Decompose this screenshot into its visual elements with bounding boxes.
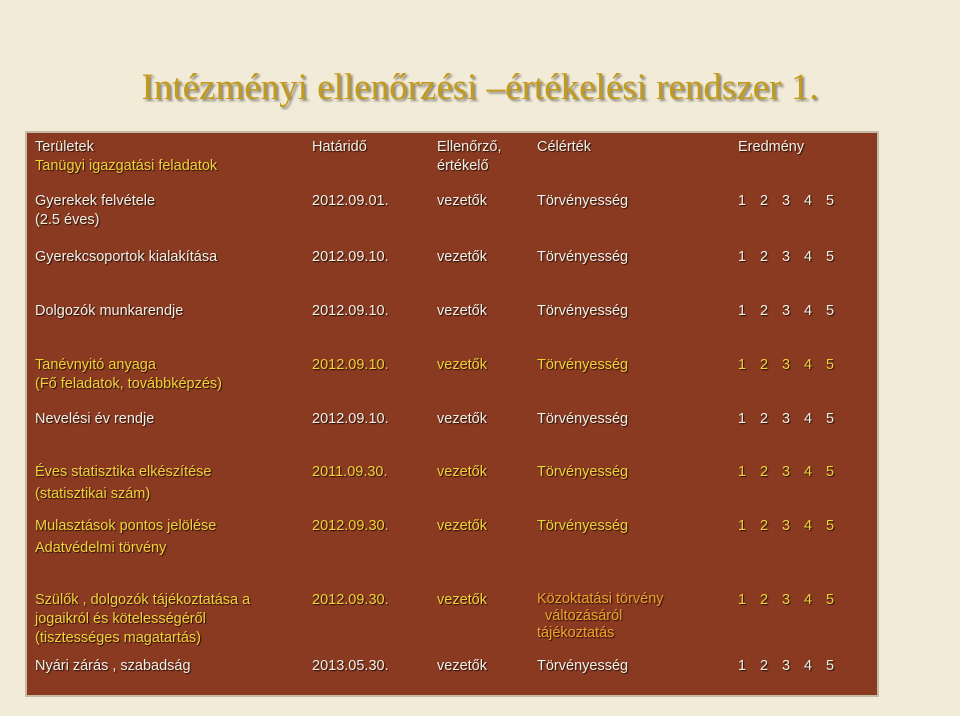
row-rating-scale: 1 2 3 4 5 [738, 518, 835, 534]
header-areas-label: Területek [35, 139, 94, 155]
row-target: Közoktatási törvény változásáról tájékoztatás [537, 591, 664, 641]
row-target: Törvényesség [537, 193, 629, 209]
header-reviewer-line1: Ellenőrző, [437, 139, 502, 155]
row-target: Törvényesség [537, 464, 629, 480]
row-rating-scale: 1 2 3 4 5 [738, 249, 835, 265]
row-deadline: 2011.09.30. [312, 464, 388, 480]
row-reviewer: vezetők [437, 518, 487, 534]
row-reviewer: vezetők [437, 464, 487, 480]
row-rating-scale: 1 2 3 4 5 [738, 193, 835, 209]
header-areas [35, 138, 217, 176]
row-target: Törvényesség [537, 357, 629, 373]
page-title: Intézményi ellenőrzési –értékelési rendszer 1. [141, 67, 819, 108]
row-rating-scale: 1 2 3 4 5 [738, 464, 835, 480]
row-reviewer: vezetők [437, 411, 487, 427]
row-area: Mulasztások pontos jelölése Adatvédelmi törvény [35, 518, 217, 556]
header-areas-sublabel: Tanügyi igazgatási feladatok [35, 158, 218, 174]
header-reviewer [437, 138, 501, 176]
row-deadline: 2012.09.10. [312, 357, 389, 373]
row-target: Törvényesség [537, 303, 629, 319]
row-deadline: 2013.05.30. [312, 658, 389, 674]
row-reviewer: vezetők [437, 193, 487, 209]
row-deadline: 2012.09.10. [312, 303, 389, 319]
row-area: Éves statisztika elkészítése (statisztikai szám) [35, 464, 212, 502]
row-rating-scale: 1 2 3 4 5 [738, 658, 835, 674]
row-area: Dolgozók munkarendje [35, 303, 184, 319]
row-area: Szülők , dolgozók tájékoztatása a jogaikról és kötelességéről (tisztességes magatartás) [35, 592, 251, 646]
row-area: Tanévnyitó anyaga (Fő feladatok, továbbképzés) [35, 357, 222, 392]
row-reviewer: vezetők [437, 592, 487, 608]
row-rating-scale: 1 2 3 4 5 [738, 357, 835, 373]
row-rating-scale: 1 2 3 4 5 [738, 303, 835, 319]
row-deadline: 2012.09.01. [312, 193, 389, 209]
row-rating-scale: 1 2 3 4 5 [738, 592, 835, 608]
row-rating-scale: 1 2 3 4 5 [738, 411, 835, 427]
row-area: Gyerekek felvétele (2.5 éves) [35, 193, 156, 228]
row-target: Törvényesség [537, 411, 629, 427]
row-reviewer: vezetők [437, 357, 487, 373]
row-deadline: 2012.09.10. [312, 249, 389, 265]
row-area: Gyerekcsoportok kialakítása [35, 249, 218, 265]
row-deadline: 2012.09.10. [312, 411, 389, 427]
evaluation-table [25, 131, 879, 697]
header-result: Eredmény [738, 139, 805, 155]
row-reviewer: vezetők [437, 249, 487, 265]
row-deadline: 2012.09.30. [312, 592, 389, 608]
row-area: Nyári zárás , szabadság [35, 658, 191, 674]
row-area: Nevelési év rendje [35, 411, 155, 427]
header-deadline: Határidő [312, 139, 367, 155]
row-deadline: 2012.09.30. [312, 518, 389, 534]
row-reviewer: vezetők [437, 658, 487, 674]
row-target: Törvényesség [537, 658, 629, 674]
header-reviewer-line2: értékelő [437, 158, 489, 174]
row-target: Törvényesség [537, 518, 629, 534]
row-reviewer: vezetők [437, 303, 487, 319]
header-target: Célérték [537, 139, 591, 155]
row-target: Törvényesség [537, 249, 629, 265]
